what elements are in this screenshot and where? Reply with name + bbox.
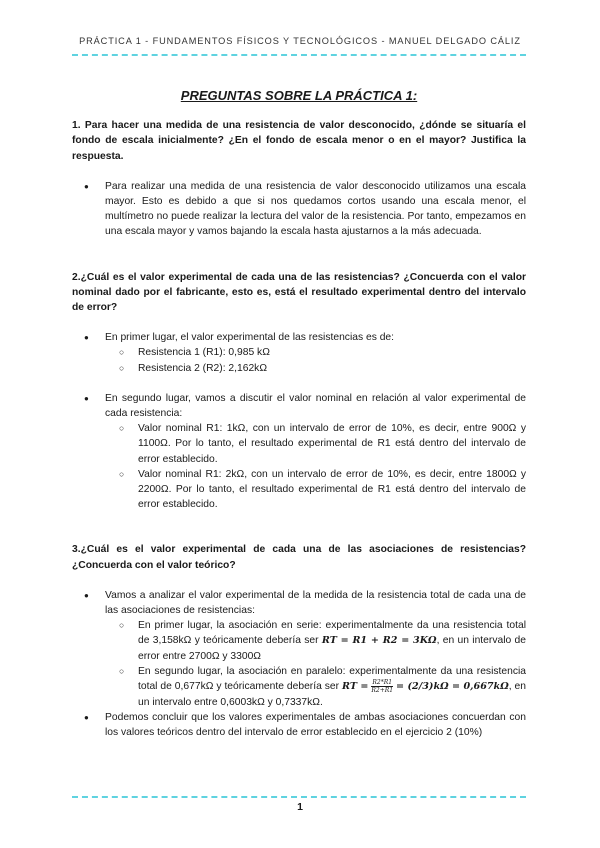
answer-2-nominal-text: En segundo lugar, vamos a discutir el valor nominal en relación al valor experimental de cada resistencia: bbox=[105, 392, 526, 420]
question-2: 2.¿Cuál es el valor experimental de cada una de las resistencias? ¿Concuerda con el valor nominal dado por el fabricante, esto es, está el resultado experimental dentro del intervalo de error? bbox=[72, 271, 526, 314]
question-3: 3.¿Cuál es el valor experimental de cada una de las asociaciones de resistencias? ¿Concuerda con el valor teórico? bbox=[72, 544, 526, 571]
series-formula: RT = R1 + R2 = 3KΩ bbox=[321, 635, 437, 647]
answer-3-conclusion: ● Podemos concluir que los valores experimentales de ambas asociaciones concuerdan con los valores teóricos dentro del intervalo de error establecido en el ejercicio 2 (10%) bbox=[72, 710, 526, 740]
footer-divider bbox=[72, 796, 526, 798]
answer-3-intro-text: Vamos a analizar el valor experimental de la medida de la resistencia total de cada una de las asociaciones de resistencias: bbox=[105, 589, 526, 617]
answer-1: ● Para realizar una medida de una resistencia de valor desconocido utilizamos una escala mayor. Esto es debido a que si nos quedamos cortos usando una escala menor, el multímetro no puede realizar la lectura del valor de la resistencia. Por tanto, empezamos en una escala mayor y vamos bajando la escala hasta ajustarnos a la más adecuada. bbox=[72, 179, 526, 240]
page-header: PRÁCTICA 1 - FUNDAMENTOS FÍSICOS Y TECNOLÓGICOS - MANUEL DELGADO CÁLIZ bbox=[79, 36, 521, 46]
parallel-formula: = (2/3)kΩ = 0,667kΩ bbox=[396, 681, 509, 693]
parallel-interval: , en un intervalo entre 0,6003kΩ y 0,7337kΩ. bbox=[138, 681, 526, 708]
answer-3-intro bbox=[72, 588, 526, 710]
resistance-2-value: ○ Resistencia 2 (R2): 2,162kΩ bbox=[105, 361, 526, 376]
parallel-fraction bbox=[371, 679, 393, 694]
fraction-denominator: R2+R1 bbox=[371, 687, 394, 695]
answer-2-intro-text: En primer lugar, el valor experimental de las resistencias es de: bbox=[105, 332, 395, 344]
series-text: En primer lugar, la asociación en serie: experimentalmente da una resistencia total de 3,158kΩ y teóricamente debería ser bbox=[138, 620, 526, 647]
parallel-text: En segundo lugar, la asociación en paralelo: experimentalmente da una resistencia total de 0,677kΩ y teóricamente debería ser bbox=[138, 665, 526, 693]
nominal-r1: ○ Valor nominal R1: 1kΩ, con un intervalo de error de 10%, es decir, entre 900Ω y 1100Ω. Por lo tanto, el resultado experimental de R1 está dentro del intervalo de error establecido. bbox=[105, 421, 526, 467]
answer-2b-list bbox=[72, 391, 526, 513]
answer-1-list bbox=[72, 179, 526, 240]
header-divider bbox=[72, 54, 526, 56]
parallel-association bbox=[105, 664, 526, 710]
answer-2-nominal bbox=[72, 391, 526, 513]
nominal-list bbox=[105, 421, 526, 512]
parallel-rt: RT = bbox=[342, 681, 369, 693]
series-interval: , en un intervalo de error entre 2700Ω y 3300Ω bbox=[138, 635, 526, 662]
document-body bbox=[72, 88, 526, 740]
answer-3-list bbox=[72, 588, 526, 740]
page-number: 1 bbox=[297, 801, 303, 813]
answer-2-intro bbox=[72, 330, 526, 376]
answer-2a-list bbox=[72, 330, 526, 376]
series-association bbox=[105, 618, 526, 664]
resistance-1-value: ○ Resistencia 1 (R1): 0,985 kΩ bbox=[105, 345, 526, 360]
fraction-numerator: R2*R1 bbox=[372, 679, 393, 687]
associations-list bbox=[105, 618, 526, 709]
page-title: PREGUNTAS SOBRE LA PRÁCTICA 1: bbox=[180, 88, 418, 103]
nominal-r2: ○ Valor nominal R1: 2kΩ, con un intervalo de error de 10%, es decir, entre 1800Ω y 2200Ω. Por lo tanto, el resultado experimental de R1 está dentro del intervalo de error establecido. bbox=[105, 467, 526, 513]
resistances-list bbox=[105, 345, 526, 375]
question-1: 1. Para hacer una medida de una resistencia de valor desconocido, ¿dónde se situaría el fondo de escala inicialmente? ¿En el fondo de escala menor o en el mayor? Justifica la respuesta. bbox=[72, 120, 526, 162]
